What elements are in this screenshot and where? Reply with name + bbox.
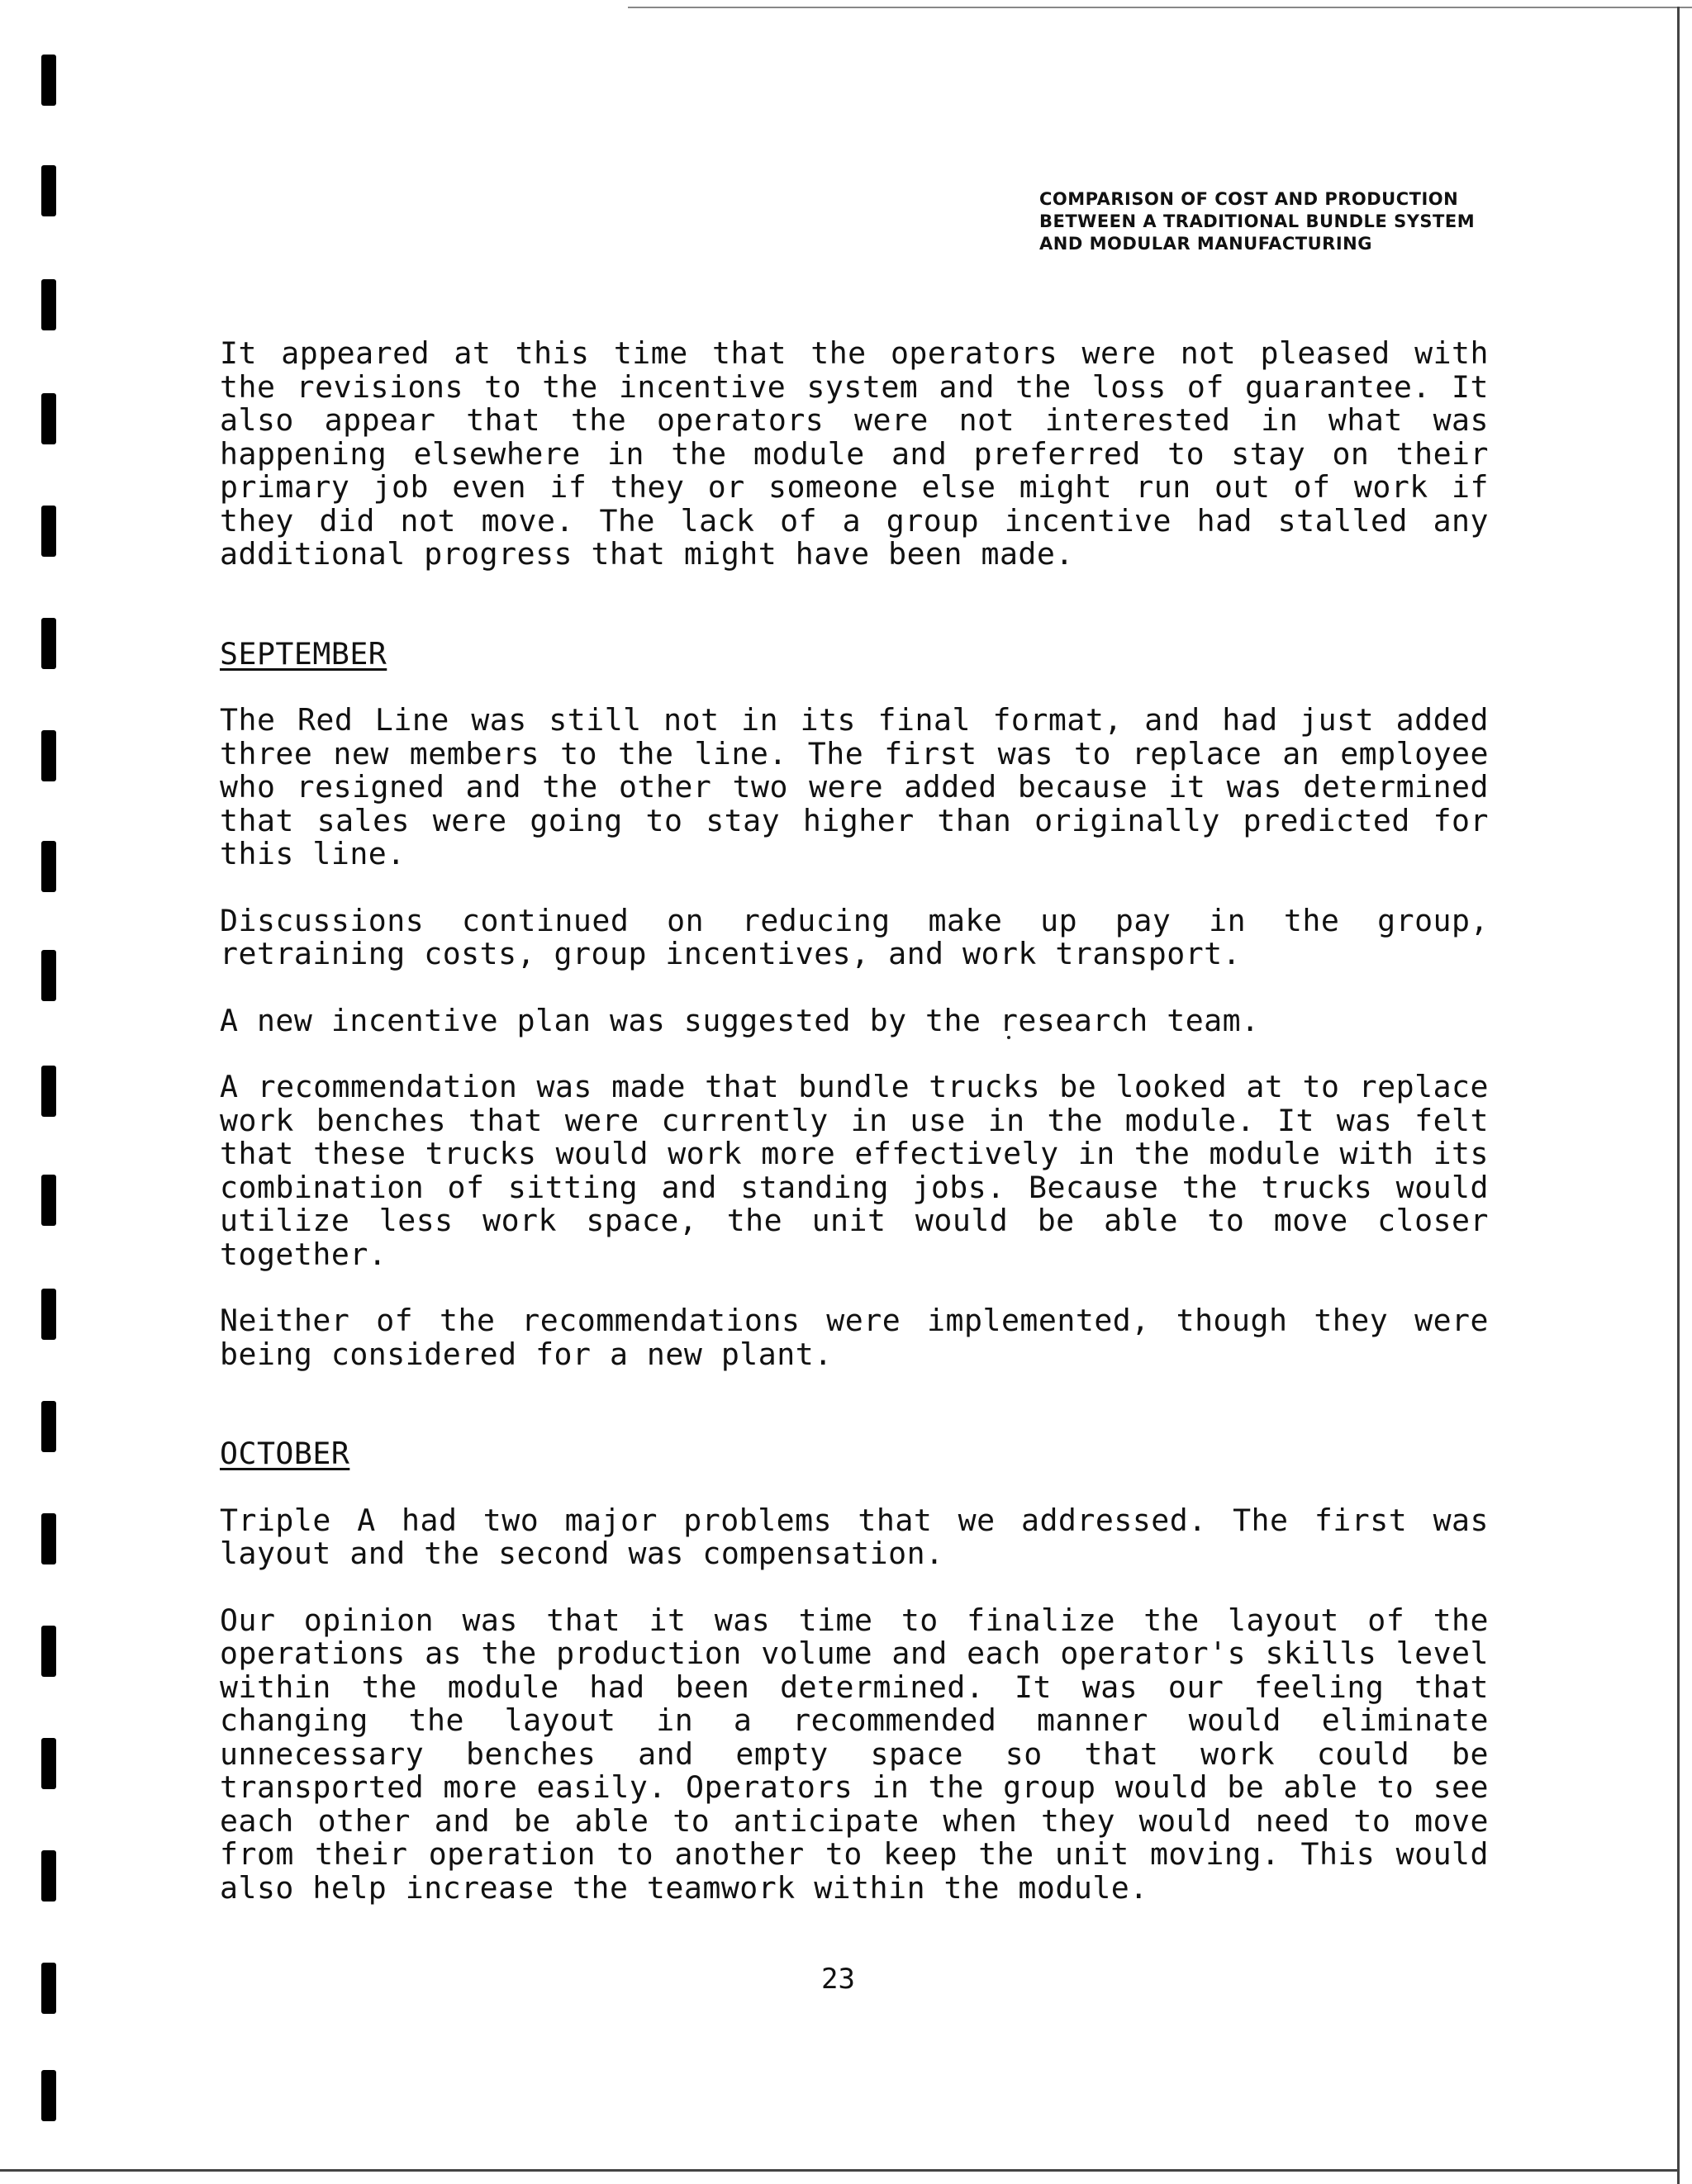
body-text (220, 337, 1489, 1938)
binding-mark (41, 279, 56, 330)
paragraph: A recommendation was made that bundle trucks be looked at to replace work benches that were currently in use in the module. It was felt that these trucks would work more effectively in the module with its combination of sitting and standing jobs. Because the trucks would utilize less work space, the unit would be able to move closer together. (220, 1069, 1489, 1272)
binding-mark (41, 1513, 56, 1564)
paragraph: A new incentive plan was suggested by the research team. (220, 1002, 1260, 1038)
paragraph: Our opinion was that it was time to finalize the layout of the operations as the production volume and each operator's skills level within the module had been determined. It was our feeling that changing the layout in a recommended manner would eliminate unnecessary benches and empty space so that work could be transported more easily. Operators in the group would be able to see each other and be able to anticipate when they would need to move from their operation to another to keep the unit moving. This would also help increase the teamwork within the module. (220, 1602, 1489, 1906)
paragraph: Discussions continued on reducing make up pay in the group, retraining costs, group incentives, and work transport. (220, 902, 1489, 971)
binding-mark (41, 1738, 56, 1789)
binding-mark (41, 393, 56, 444)
running-head (1039, 188, 1475, 255)
binding-mark (41, 1066, 56, 1117)
binding-mark (41, 506, 56, 557)
binding-mark (41, 1289, 56, 1340)
binding-mark (41, 1963, 56, 2014)
paragraph: Neither of the recommendations were implemented, though they were being considered for a new plant. (220, 1303, 1489, 1372)
binding-mark (41, 1850, 56, 1902)
binding-mark (41, 165, 56, 216)
binding-mark (41, 730, 56, 781)
binding-mark (41, 950, 56, 1001)
binding-mark (41, 841, 56, 892)
running-head-line: COMPARISON OF COST AND PRODUCTION (1039, 189, 1459, 209)
scan-edge-top (0, 7, 1692, 8)
scan-edge-bottom (0, 2169, 1680, 2172)
binding-mark (41, 1175, 56, 1226)
running-head-line: AND MODULAR MANUFACTURING (1039, 234, 1372, 254)
binding-mark (41, 618, 56, 669)
binding-mark (41, 1401, 56, 1452)
binding-mark (41, 2070, 56, 2121)
page-number: 23 (821, 1963, 855, 1996)
scan-edge-right (1677, 7, 1680, 2184)
binding-mark (41, 55, 56, 106)
intro-paragraph: It appeared at this time that the operators were not pleased with the revisions to the incentive system and the loss of guarantee. It also appear that the operators were not interested in what was happening elsewhere in the module and preferred to stay on their primary job even if they or someone else might run out of work if they did not move. The lack of a group incentive had stalled any additional progress that might have been made. (220, 335, 1489, 572)
running-head-line: BETWEEN A TRADITIONAL BUNDLE SYSTEM (1039, 211, 1476, 231)
paragraph: Triple A had two major problems that we addressed. The first was layout and the second was compensation. (220, 1502, 1489, 1571)
section-heading-october: OCTOBER (220, 1436, 350, 1471)
section-heading-september: SEPTEMBER (220, 635, 387, 672)
binding-mark (41, 1626, 56, 1677)
paragraph: The Red Line was still not in its final format, and had just added three new members to the line. The first was to replace an employee who resigned and the other two were added because it was determined that sales were going to stay higher than originally predicted for this line. (220, 702, 1489, 871)
